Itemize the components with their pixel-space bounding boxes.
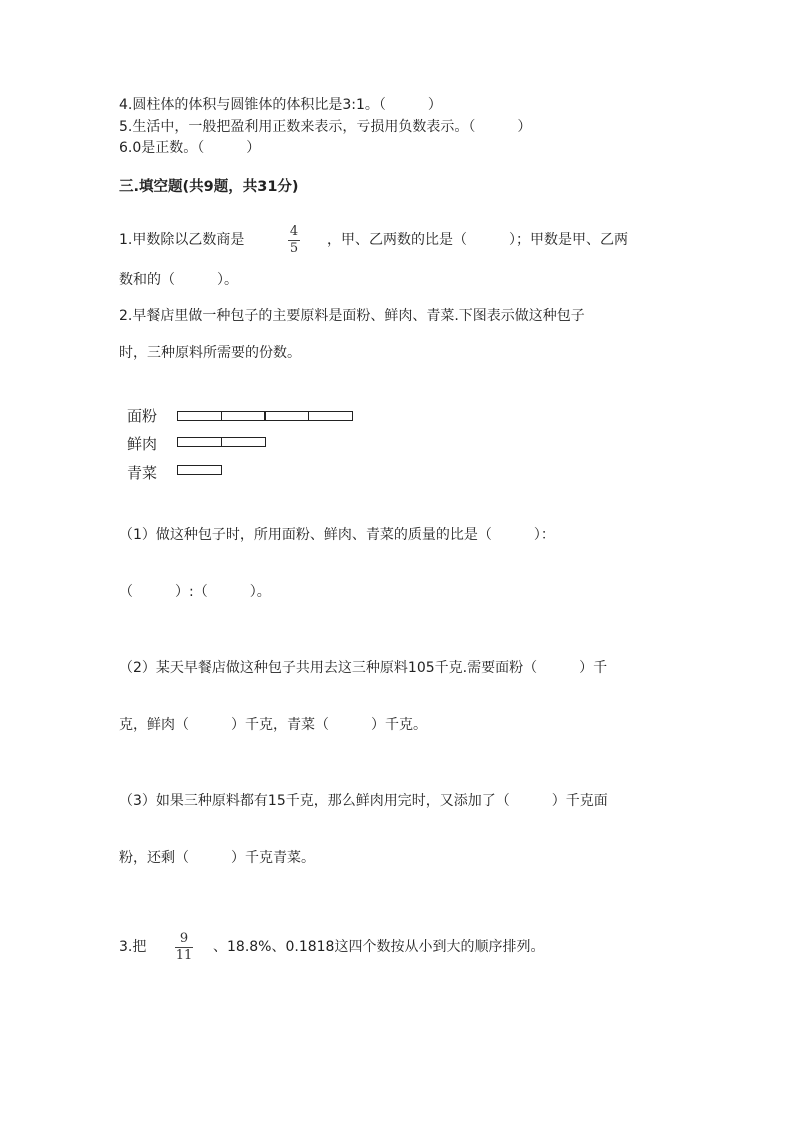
q1-fraction-denominator: 5 (289, 241, 299, 256)
q1-fraction-numerator: 4 (289, 224, 299, 239)
diagram-bar-vegetable (177, 465, 221, 475)
judge-item-6: 6.0是正数。（ ） (119, 140, 261, 156)
q2-sub2-line1: （2）某天早餐店做这种包子共用去这三种原料105千克.需要面粉（ ）千 (119, 660, 608, 676)
bar-segment (308, 411, 353, 421)
diagram-bar-meat (177, 437, 264, 447)
judge-item-4: 4.圆柱体的体积与圆锥体的体积比是3:1。（ ） (119, 97, 442, 113)
bar-segment (177, 411, 222, 421)
q2-sub2-line2: 克，鲜肉（ ）千克，青菜（ ）千克。 (119, 717, 427, 733)
judge-item-5: 5.生活中，一般把盈利用正数来表示，亏损用负数表示。（ ） (119, 119, 532, 135)
bar-segment (177, 465, 222, 475)
q3-fraction-numerator: 9 (179, 931, 189, 946)
diagram-bar-flour (177, 411, 351, 421)
q2-line2: 时，三种原料所需要的份数。 (119, 345, 301, 361)
q2-line1: 2.早餐店里做一种包子的主要原料是面粉、鲜肉、青菜.下图表示做这种包子 (119, 308, 585, 324)
bar-segment (221, 411, 266, 421)
q1-fraction (288, 225, 300, 256)
bar-segment (177, 437, 222, 447)
q2-sub3-line2: 粉，还剩（ ）千克青菜。 (119, 850, 315, 866)
q1-prefix: 1.甲数除以乙数商是 (119, 232, 245, 248)
q3-fraction (175, 932, 193, 963)
bar-segment (221, 437, 266, 447)
diagram-label-flour: 面粉 (127, 407, 158, 425)
section-title: 三.填空题(共9题，共31分) (119, 179, 299, 195)
q3-suffix: 、18.8%、0.1818这四个数按从小到大的顺序排列。 (213, 939, 545, 955)
q2-sub1-line2: （ ）:（ ）。 (119, 584, 271, 600)
q1-line2: 数和的（ ）。 (119, 272, 238, 288)
diagram-label-meat: 鲜肉 (127, 435, 158, 453)
q2-sub3-line1: （3）如果三种原料都有15千克，那么鲜肉用完时，又添加了（ ）千克面 (119, 793, 608, 809)
q3-fraction-denominator: 11 (175, 948, 193, 963)
q3-prefix: 3.把 (119, 939, 147, 955)
q1-suffix: ，甲、乙两数的比是（ ）；甲数是甲、乙两 (327, 232, 628, 248)
bar-segment (264, 411, 309, 421)
diagram-label-vegetable: 青菜 (127, 464, 158, 482)
q2-sub1-line1: （1）做这种包子时，所用面粉、鲜肉、青菜的质量的比是（ ）： (119, 527, 555, 543)
